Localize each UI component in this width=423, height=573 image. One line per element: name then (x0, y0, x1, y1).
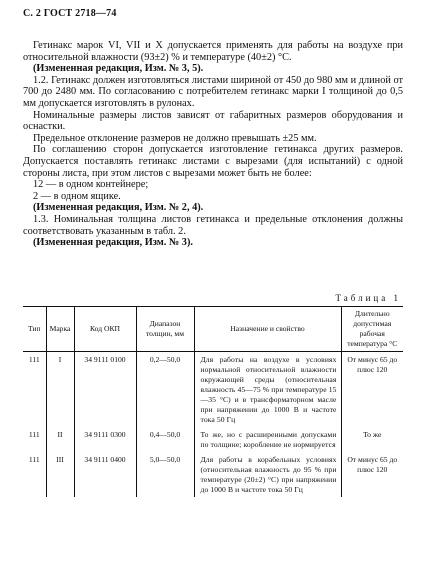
cell-type: 111 (28, 430, 40, 439)
paragraph: 1.2. Гетинакс должен изготовляться листами шириной от 450 до 980 мм и длиной от 700 до 2480 мм. По согласованию с потребителем гетинакс марки I толщиной до 0,5 мм допускается изготовлять в рулонах. (23, 74, 403, 109)
amendment-note: (Измененная редакция, Изм. № 3, 5). (33, 63, 204, 75)
paragraph: 1.3. Номинальная толщина листов гетинакса и предельные отклонения должны соответствовать указанным в табл. 2. (23, 213, 403, 237)
cell-okp: 34 9111 0300 (74, 427, 136, 452)
properties-table (23, 306, 403, 497)
paragraph: По соглашению сторон допускается изготовление гетинакса других размеров. Допускается поставлять гетинакс листами с вырезами (для испытаний) с одной стороны листа, при этом листов с вырезами может быть не более: (23, 144, 403, 179)
cell-okp: 34 9111 0100 (74, 352, 136, 428)
amendment-note: (Измененная редакция, Изм. № 2, 4). (33, 202, 204, 214)
cell-range: 0,4—50,0 (136, 427, 194, 452)
cell-purpose: Для работы на воздухе в условиях нормальной относительной влажности окружающей среды (относительная влажность 45—75 % при температуре 15—35 °С) и в трансформаторном масле при напряжении до 1000 В и частоте тока 50 Гц (194, 352, 341, 428)
column-header: Длительно допустимая рабочая температура °С (341, 307, 403, 352)
cell-range: 5,0—50,0 (136, 452, 194, 497)
list-item: 2 — в одном ящике. (33, 190, 121, 202)
cell-temp: От минус 65 до плюс 120 (341, 352, 403, 428)
paragraph: Гетинакс марок VI, VII и X допускается применять для работы на воздухе при относительной влажности (93±2) % и температуре (40±2) °С. (23, 40, 403, 63)
body-text (23, 40, 403, 249)
list-item: 12 — в одном контейнере; (33, 179, 149, 191)
cell-type: 111 (28, 455, 40, 464)
cell-grade: III (46, 452, 74, 497)
amendment-note: (Измененная редакция, Изм. № 3). (33, 237, 193, 249)
page-header: С. 2 ГОСТ 2718—74 (23, 8, 117, 19)
cell-purpose: Для работы в корабельных условиях (относительная влажность до 95 % при температуре (20±2) °С) при напряжении до 1000 В и частоте тока 50 Гц (194, 452, 341, 497)
cell-range: 0,2—50,0 (136, 352, 194, 428)
cell-okp: 34 9111 0400 (74, 452, 136, 497)
column-header: Диапазон толщин, мм (136, 307, 194, 352)
table-row (23, 427, 403, 452)
paragraph: Предельное отклонение размеров не должно превышать ±25 мм. (33, 132, 317, 144)
table-caption: Таблица 1 (335, 293, 401, 303)
cell-purpose: То же, но с расширенными допусками по толщине; коробление не нормируется (194, 427, 341, 452)
paragraph: Номинальные размеры листов зависят от габаритных размеров оборудования и оснастки. (23, 109, 403, 133)
cell-temp: То же (341, 427, 403, 452)
cell-type: 111 (28, 355, 40, 364)
column-header: Марка (46, 307, 74, 352)
table-row (23, 352, 403, 428)
column-header: Назначение и свойство (194, 307, 341, 352)
table-row (23, 452, 403, 497)
cell-grade: II (46, 427, 74, 452)
cell-temp: От минус 65 до плюс 120 (341, 452, 403, 497)
cell-grade: I (46, 352, 74, 428)
column-header: Код ОКП (74, 307, 136, 352)
column-header: Тип (23, 307, 46, 352)
table-header-row (23, 307, 403, 352)
